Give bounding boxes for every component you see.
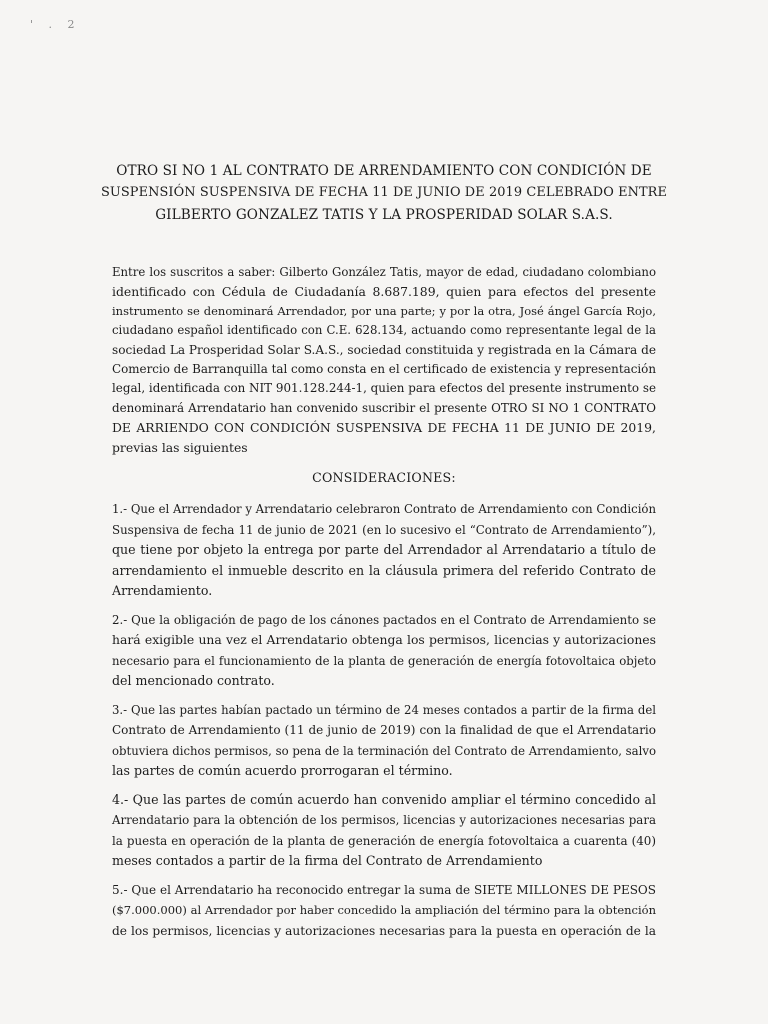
consideration-line: de los permisos, licencias y autorizaciones necesarias para la puesta en operación de la — [112, 923, 656, 938]
consideration-4 — [112, 790, 656, 872]
considerations-list — [112, 499, 656, 949]
consideration-line: arrendamiento el inmueble descrito en la cláusula primera del referido Contrato de — [112, 562, 656, 578]
consideration-line: Arrendatario para la obtención de los permisos, licencias y autorizaciones necesarias para — [112, 813, 656, 827]
consideration-line: Contrato de Arrendamiento (11 de junio de 2019) con la finalidad de que el Arrendatario — [112, 723, 656, 737]
consideration-2 — [112, 610, 656, 692]
intro-line: Entre los suscritos a saber: Gilberto González Tatis, mayor de edad, ciudadano colombiano — [112, 265, 656, 279]
consideration-line: 2.- Que la obligación de pago de los cánones pactados en el Contrato de Arrendamiento se — [112, 612, 656, 627]
consideration-line: Suspensiva de fecha 11 de junio de 2021 (en lo sucesivo el “Contrato de Arrendamiento”), — [112, 522, 656, 537]
consideration-line: 3.- Que las partes habían pactado un término de 24 meses contados a partir de la firma del — [112, 702, 656, 717]
consideration-line: del mencionado contrato. — [112, 673, 275, 688]
document-title — [100, 160, 668, 226]
consideration-line: 4.- Que las partes de común acuerdo han convenido ampliar el término concedido al — [112, 791, 656, 807]
intro-line: instrumento se denominará Arrendador, por una parte; y por la otra, José ángel García Rojo, — [112, 303, 656, 318]
intro-paragraph — [112, 263, 656, 457]
consideration-line: la puesta en operación de la planta de generación de energía fotovoltaica a cuarenta (40) — [112, 833, 656, 848]
intro-line: DE ARRIENDO CON CONDICIÓN SUSPENSIVA DE FECHA 11 DE JUNIO DE 2019, — [112, 420, 656, 436]
intro-line: identificado con Cédula de Ciudadanía 8.687.189, quien para efectos del presente — [112, 284, 656, 300]
consideration-line: hará exigible una vez el Arrendatario obtenga los permisos, licencias y autorizaciones — [112, 632, 656, 647]
consideration-line: 1.- Que el Arrendador y Arrendatario celebraron Contrato de Arrendamiento con Condición — [112, 502, 656, 516]
consideration-line: Arrendamiento. — [112, 583, 213, 598]
intro-line: previas las siguientes — [112, 439, 248, 455]
consideration-line: 5.- Que el Arrendatario ha reconocido entregar la suma de SIETE MILLONES DE PESOS — [112, 882, 656, 897]
consideration-line: obtuviera dichos permisos, so pena de la terminación del Contrato de Arrendamiento, salvo — [112, 743, 656, 758]
intro-line: sociedad La Prosperidad Solar S.A.S., sociedad constituida y registrada en la Cámara de — [112, 342, 656, 357]
considerations-heading: CONSIDERACIONES: — [312, 470, 456, 485]
consideration-1 — [112, 499, 656, 602]
title-line-2: SUSPENSIÓN SUSPENSIVA DE FECHA 11 DE JUNIO DE 2019 CELEBRADO ENTRE — [100, 185, 667, 200]
intro-line: ciudadano español identificado con C.E. 628.134, actuando como representante legal de la — [112, 323, 656, 338]
consideration-line: que tiene por objeto la entrega por parte del Arrendador al Arrendatario a título de — [112, 542, 656, 557]
intro-line: Comercio de Barranquilla tal como consta en el certificado de existencia y representación — [112, 362, 656, 377]
consideration-line: las partes de común acuerdo prorrogaran el término. — [112, 763, 453, 778]
intro-line: legal, identificada con NIT 901.128.244-1, quien para efectos del presente instrumento se — [112, 381, 656, 396]
title-line-1: OTRO SI NO 1 AL CONTRATO DE ARRENDAMIENTO CON CONDICIÓN DE — [116, 163, 652, 179]
intro-line: denominará Arrendatario han convenido suscribir el presente OTRO SI NO 1 CONTRATO — [112, 400, 656, 415]
consideration-5 — [112, 880, 656, 942]
consideration-line: ($7.000.000) al Arrendador por haber concedido la ampliación del término para la obtención — [112, 903, 656, 917]
title-line-3: GILBERTO GONZALEZ TATIS Y LA PROSPERIDAD SOLAR S.A.S. — [155, 207, 613, 223]
consideration-line: necesario para el funcionamiento de la planta de generación de energía fotovoltaica objeto — [112, 653, 656, 668]
consideration-line: meses contados a partir de la firma del Contrato de Arrendamiento — [112, 853, 543, 868]
consideration-3 — [112, 700, 656, 782]
scan-corner-mark: ' . 2 — [30, 18, 81, 31]
